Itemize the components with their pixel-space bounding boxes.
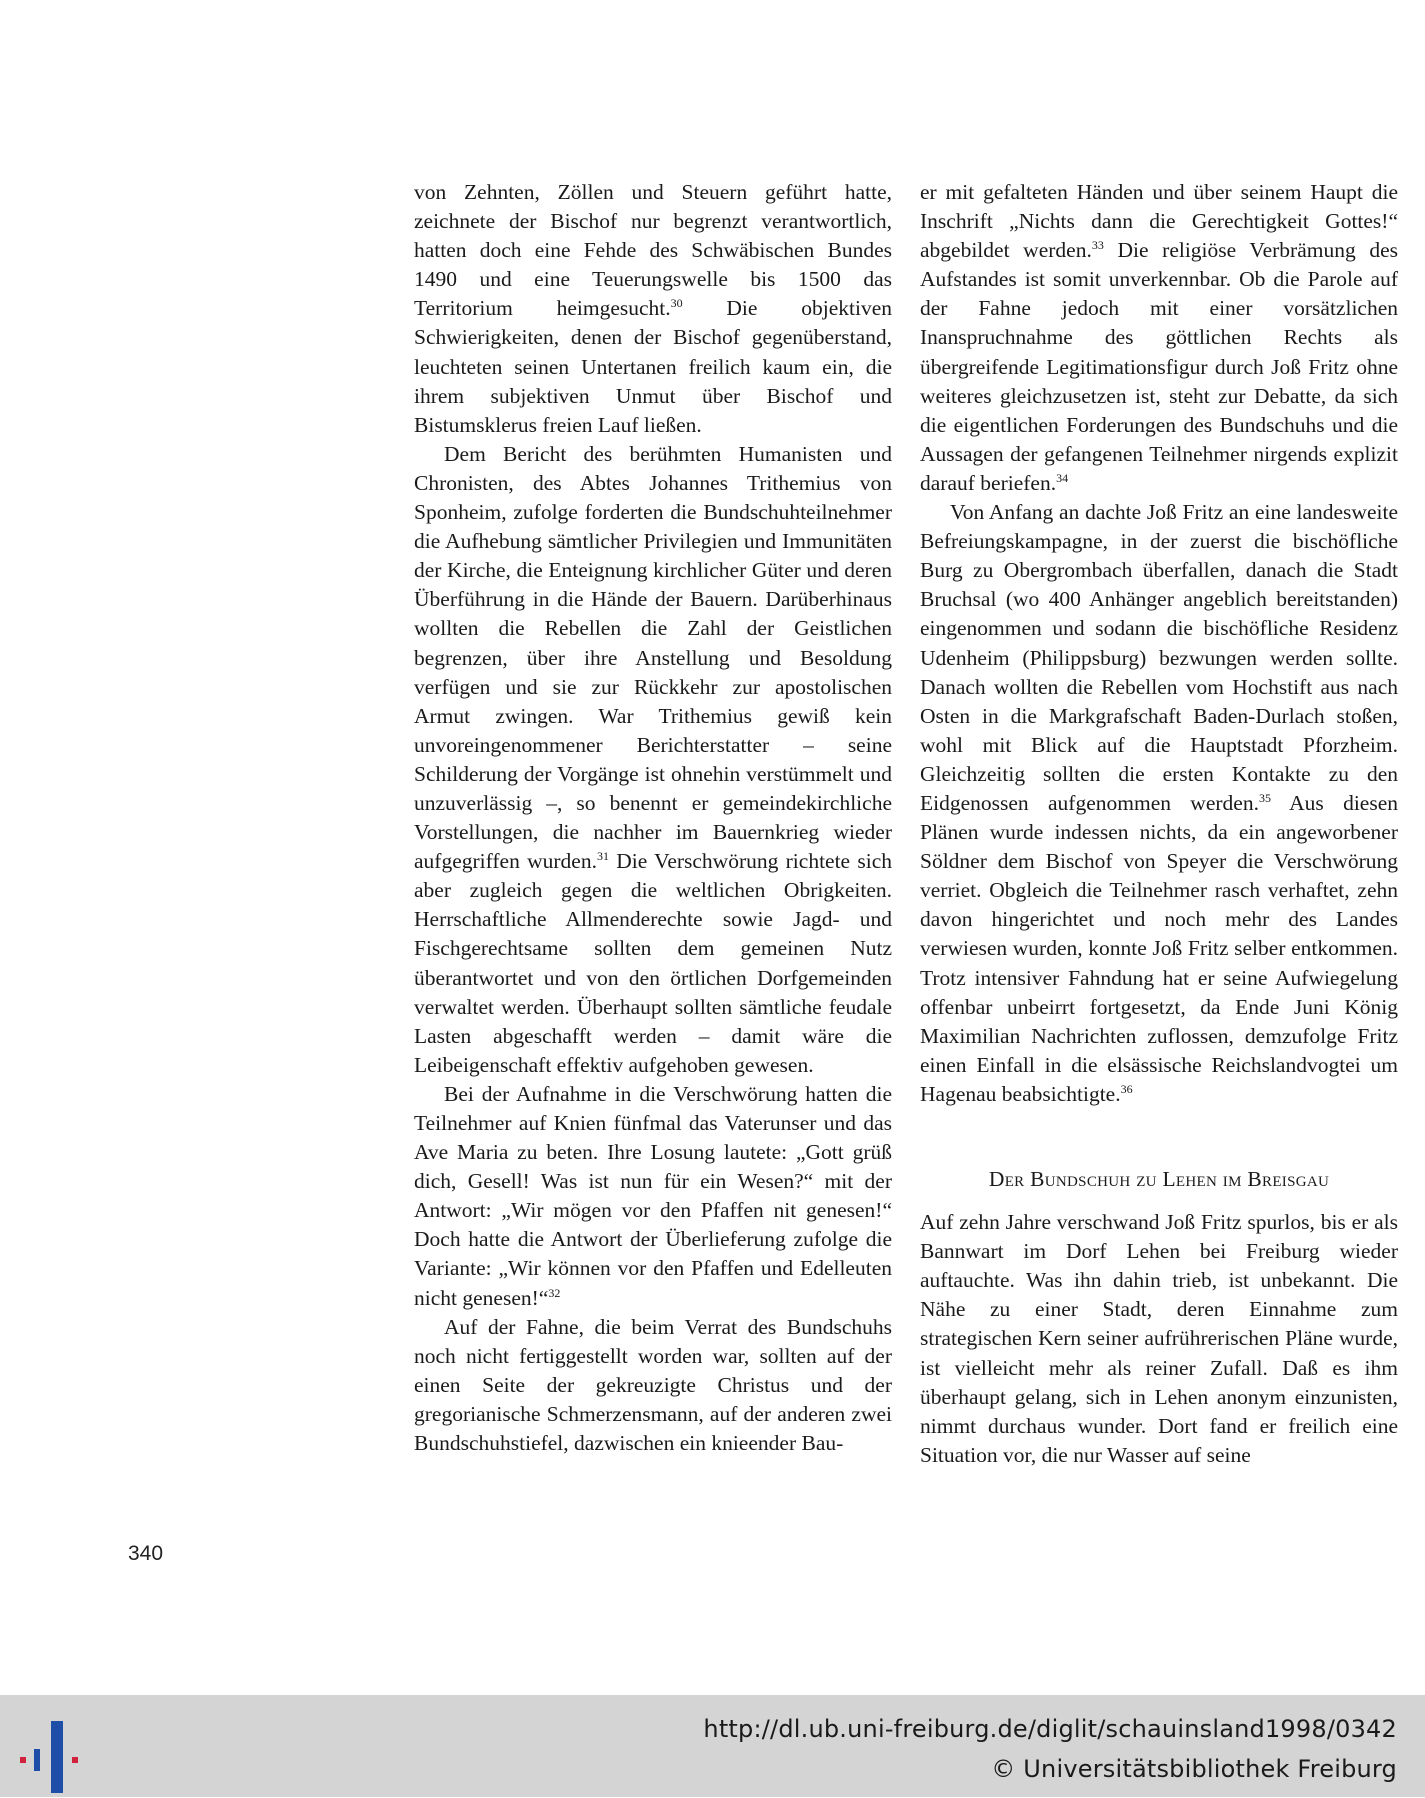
copyright-text: © Universitätsbibliothek Freiburg bbox=[991, 1755, 1397, 1783]
footnote-ref: 34 bbox=[1056, 470, 1069, 485]
source-url-link[interactable]: http://dl.ub.uni-freiburg.de/diglit/schauinsland1998/0342 bbox=[703, 1715, 1397, 1743]
footnote-ref: 32 bbox=[548, 1285, 561, 1300]
footnote-ref: 30 bbox=[670, 296, 683, 311]
section-heading: Der Bundschuh zu Lehen im Breisgau bbox=[988, 1167, 1330, 1191]
footnote-ref: 31 bbox=[596, 849, 609, 863]
text-column-left bbox=[414, 178, 892, 1458]
footnote-ref: 35 bbox=[1258, 790, 1271, 805]
paragraph: Auf der Fahne, die beim Verrat des Bundschuhs noch nicht fertiggestellt worden war, sollten auf der einen Seite der gekreuzigte Christus und der gregorianische Schmerzensmann, auf der anderen zwei Bundschuhstiefel, dazwischen ein knieender Bau- bbox=[414, 1314, 892, 1456]
ub-freiburg-logo-icon[interactable] bbox=[18, 1713, 90, 1793]
paragraph: er mit gefalteten Händen und über seinem Haupt die Inschrift „Nichts dann die Gerechtigkeit Gottes!“ abgebildet werden.$^{33}$ Die religiöse Verbrämung des Aufstandes ist somit unverkennbar. Ob die Parole auf der Fahne jedoch mit einer vorsätzlichen Inanspruchnahme des göttlichen Rechts als übergreifende Legitimationsfigur durch Joß Fritz ohne weiteres gleichzusetzen ist, steht zur Debatte, da sich die eigentlichen Forderungen des Bundschuhs und die Aussagen der gefangenen Teilnehmer nirgends explizit darauf beriefen.$^{34}$ bbox=[920, 180, 1398, 495]
paragraph: von Zehnten, Zöllen und Steuern geführt hatte, zeichnete der Bischof nur begrenzt verantwortlich, hatten doch eine Fehde des Schwäbischen Bundes 1490 und eine Teuerungswelle bis 1500 das Territorium heimgesucht.$^{30}$ Die objektiven Schwierigkeiten, denen der Bischof gegenüberstand, leuchteten seinen Untertanen freilich kaum ein, die ihrem subjektiven Unmut über Bischof und Bistumsklerus freien Lauf ließen. bbox=[414, 180, 892, 437]
text-column-right bbox=[920, 178, 1398, 1470]
footnote-ref: 36 bbox=[1120, 1081, 1133, 1096]
paragraph: Dem Bericht des berühmten Humanisten und Chronisten, des Abtes Johannes Trithemius von Sponheim, zufolge forderten die Bundschuhteilnehmer die Aufhebung sämtlicher Privilegien und Immunitäten der Kirche, die Enteignung kirchlicher Güter und deren Überführung in die Hände der Bauern. Darüberhinaus wollten die Rebellen die Zahl der Geistlichen begrenzen, über ihre Anstellung und Besoldung verfügen und sie zur Rückkehr zur apostolischen Armut zwingen. War Trithemius gewiß kein unvoreingenommener Berichterstatter – seine Schilderung der Vorgänge ist ohnehin verstümmelt und unzuverlässig –, so benennt er gemeindekirchliche Vorstellungen, die nachher im Bauernkrieg wieder aufgegriffen wurden.$^{31}$ Die Verschwörung richtete sich aber zugleich gegen die weltlichen Obrigkeiten. Herrschaftliche Allmenderechte sowie Jagd- und Fischgerechtsame sollten dem gemeinen Nutz überantwortet und von den örtlichen Dorfgemeinden verwaltet werden. Überhaupt sollten sämtliche feudale Lasten abgeschafft werden – damit wäre die Leibeigenschaft effektiv aufgehoben gewesen. bbox=[414, 441, 892, 1077]
page-number: 340 bbox=[128, 1542, 164, 1565]
paragraph: Auf zehn Jahre verschwand Joß Fritz spurlos, bis er als Bannwart im Dorf Lehen bei Freiburg wieder auftauchte. Was ihn dahin trieb, ist unbekannt. Die Nähe zu einer Stadt, deren Einnahme zum strategischen Kern seiner aufrührerischen Pläne wurde, ist vielleicht mehr als reiner Zufall. Daß es ihm überhaupt gelang, sich in Lehen anonym einzunisten, nimmt durchaus wunder. Dort fand er freilich eine Situation vor, die nur Wasser auf seine bbox=[920, 1210, 1398, 1467]
paragraph: Von Anfang an dachte Joß Fritz an eine landesweite Befreiungskampagne, in der zuerst die bischöfliche Burg zu Obergrombach überfallen, danach die Stadt Bruchsal (wo 400 Anhänger angeblich bereitstanden) eingenommen und sodann die bischöfliche Residenz Udenheim (Philippsburg) bezwungen werden sollte. Danach wollten die Rebellen vom Hochstift aus nach Osten in die Markgrafschaft Baden-Durlach stoßen, wohl mit Blick auf die Hauptstadt Pforzheim. Gleichzeitig sollten die ersten Kontakte zu den Eidgenossen aufgenommen werden.$^{35}$ Aus diesen Plänen wurde indessen nichts, da ein angeworbener Söldner dem Bischof von Speyer die Verschwörung verriet. Obgleich die Teilnehmer rasch verhaftet, zehn davon hingerichtet und noch mehr des Landes verwiesen wurden, konnte Joß Fritz selber entkommen. Trotz intensiver Fahndung hat er seine Aufwiegelung offenbar unbeirrt fortgesetzt, da Ende Juni König Maximilian Nachrichten zuflossen, demzufolge Fritz einen Einfall in die elsässische Reichslandvogtei um Hagenau beabsichtigte.$^{36}$ bbox=[920, 500, 1399, 1106]
paragraph: Bei der Aufnahme in die Verschwörung hatten die Teilnehmer auf Knien fünfmal das Vaterunser und das Ave Maria zu beten. Ihre Losung lautete: „Gott grüß dich, Gesell! Was ist nun für ein Wesen?“ mit der Antwort: „Wir mögen vor den Pfaffen nit genesen!“ Doch hatte die Antwort der Überlieferung zufolge die Variante: „Wir können vor den Pfaffen und Edelleuten nicht genesen!“$^{32}$ bbox=[414, 1081, 892, 1310]
footer-bar bbox=[0, 1695, 1425, 1797]
footnote-ref: 33 bbox=[1091, 238, 1104, 253]
